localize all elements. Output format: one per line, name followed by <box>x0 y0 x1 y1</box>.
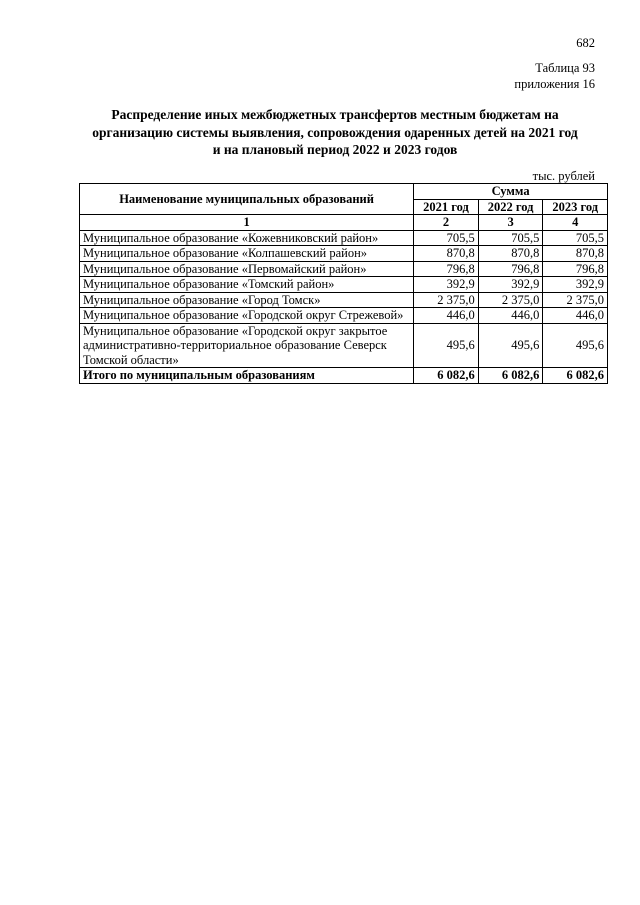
row-value-2022: 495,6 <box>478 323 543 368</box>
table-row <box>80 230 608 246</box>
total-value-2021: 6 082,6 <box>414 368 479 384</box>
column-number: 2 <box>414 215 479 231</box>
document-title: Распределение иных межбюджетных трансфертов местным бюджетам на организацию системы выявления, сопровождения одаренных детей на 2021 год и на плановый период 2022 и 2023 годов <box>92 107 578 157</box>
row-value-2022: 392,9 <box>478 277 543 293</box>
row-name: Муниципальное образование «Первомайский район» <box>80 261 414 277</box>
row-name: Муниципальное образование «Городской округ Стрежевой» <box>80 308 414 324</box>
row-value-2023: 2 375,0 <box>543 292 608 308</box>
page-number: 682 <box>576 36 595 50</box>
row-value-2021: 2 375,0 <box>414 292 479 308</box>
total-row <box>80 368 608 384</box>
row-name: Муниципальное образование «Городской округ закрытое административно-территориальное образование Северск Томской области» <box>80 323 414 368</box>
table-row <box>80 261 608 277</box>
transfers-table <box>79 183 608 384</box>
row-value-2022: 446,0 <box>478 308 543 324</box>
table-header-row <box>80 184 608 200</box>
unit-label: тыс. рублей <box>532 169 595 183</box>
row-value-2021: 796,8 <box>414 261 479 277</box>
table-row <box>80 246 608 262</box>
total-label: Итого по муниципальным образованиям <box>80 368 414 384</box>
header-name: Наименование муниципальных образований <box>80 184 414 215</box>
row-value-2022: 2 375,0 <box>478 292 543 308</box>
row-value-2023: 870,8 <box>543 246 608 262</box>
row-value-2023: 796,8 <box>543 261 608 277</box>
column-number: 4 <box>543 215 608 231</box>
row-value-2023: 495,6 <box>543 323 608 368</box>
row-name: Муниципальное образование «Город Томск» <box>80 292 414 308</box>
row-value-2021: 392,9 <box>414 277 479 293</box>
row-name: Муниципальное образование «Томский район» <box>80 277 414 293</box>
row-value-2021: 495,6 <box>414 323 479 368</box>
table-reference-line-1: Таблица 93 <box>535 61 595 75</box>
row-value-2022: 796,8 <box>478 261 543 277</box>
row-value-2022: 705,5 <box>478 230 543 246</box>
header-year-2022: 2022 год <box>478 199 543 215</box>
row-name: Муниципальное образование «Колпашевский район» <box>80 246 414 262</box>
header-year-2023: 2023 год <box>543 199 608 215</box>
row-value-2021: 705,5 <box>414 230 479 246</box>
row-value-2023: 446,0 <box>543 308 608 324</box>
table-row <box>80 323 608 368</box>
row-value-2022: 870,8 <box>478 246 543 262</box>
table-reference <box>514 60 595 92</box>
table-row <box>80 277 608 293</box>
column-number: 3 <box>478 215 543 231</box>
row-name: Муниципальное образование «Кожевниковский район» <box>80 230 414 246</box>
header-year-2021: 2021 год <box>414 199 479 215</box>
total-value-2022: 6 082,6 <box>478 368 543 384</box>
table-row <box>80 308 608 324</box>
column-number: 1 <box>80 215 414 231</box>
total-value-2023: 6 082,6 <box>543 368 608 384</box>
row-value-2021: 870,8 <box>414 246 479 262</box>
row-value-2023: 705,5 <box>543 230 608 246</box>
row-value-2023: 392,9 <box>543 277 608 293</box>
table-reference-line-2: приложения 16 <box>514 77 595 91</box>
header-sum: Сумма <box>414 184 608 200</box>
row-value-2021: 446,0 <box>414 308 479 324</box>
table-row <box>80 292 608 308</box>
column-number-row <box>80 215 608 231</box>
